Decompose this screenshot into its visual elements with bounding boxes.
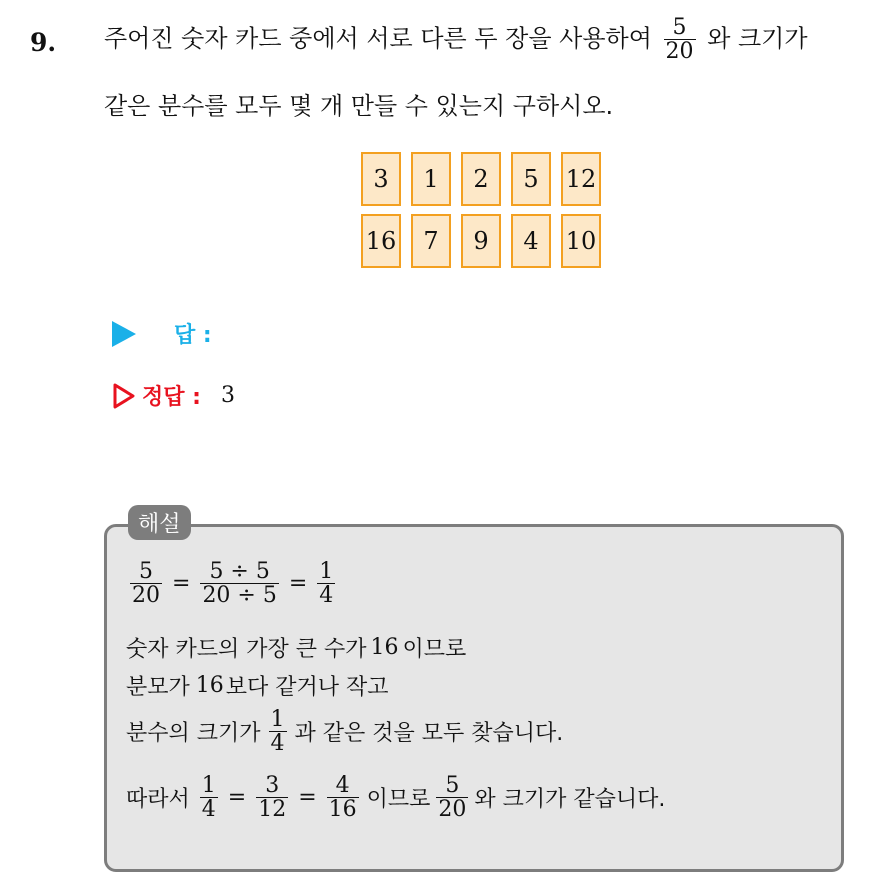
equals-sign: = [288, 571, 308, 597]
solution-text: 과 같은 것을 모두 찾습니다. [294, 721, 564, 747]
fraction-denominator: 12 [258, 797, 287, 823]
fraction-denominator: 20 [132, 583, 160, 609]
equals-sign: = [172, 571, 191, 597]
number-card: 10 [561, 214, 601, 268]
answer-label: 답 : [174, 323, 212, 348]
number-cards [361, 152, 601, 268]
fraction-numerator: 5 [139, 559, 153, 584]
correct-answer-value: 3 [220, 383, 235, 408]
fraction [200, 560, 278, 607]
solution-line-4 [126, 708, 563, 755]
fraction-denominator: 16 [328, 797, 357, 823]
solution-number: 16 [195, 673, 224, 698]
fraction-numerator: 1 [201, 773, 216, 798]
fraction [436, 774, 468, 821]
fraction-denominator: 20 [438, 797, 467, 823]
number-card: 4 [511, 214, 551, 268]
fraction [256, 774, 288, 821]
fraction-numerator: 1 [319, 559, 334, 584]
fraction-numerator: 5 ÷ 5 [209, 559, 270, 584]
solution-line-3 [126, 670, 389, 701]
number-card: 12 [561, 152, 601, 206]
question-number: 9. [30, 28, 57, 57]
solution-text: 이므로 [366, 787, 431, 813]
fraction [317, 560, 335, 607]
number-card: 16 [361, 214, 401, 268]
fraction-denominator: 20 [665, 39, 694, 65]
question-text-1b: 와 크기가 [707, 24, 808, 53]
equals-sign: = [298, 785, 317, 811]
fraction [269, 708, 287, 755]
solution-line-5 [126, 774, 665, 821]
fraction-denominator: 20 ÷ 5 [202, 583, 277, 609]
solution-text: 이므로 [402, 637, 467, 662]
fraction [327, 774, 359, 821]
fraction-denominator: 4 [319, 583, 334, 609]
question-line-2: 같은 분수를 모두 몇 개 만들 수 있는지 구하시오. [104, 92, 614, 120]
solution-line-2 [126, 632, 466, 663]
solution-text: 분수의 크기가 [126, 721, 261, 747]
number-card: 2 [461, 152, 501, 206]
correct-answer-label: 정답 : [142, 385, 201, 410]
number-card: 5 [511, 152, 551, 206]
number-card: 3 [361, 152, 401, 206]
number-card: 1 [411, 152, 451, 206]
solution-text: 분모가 [126, 675, 190, 700]
solution-text: 와 크기가 같습니다. [474, 787, 666, 813]
question-text-1: 주어진 숫자 카드 중에서 서로 다른 두 장을 사용하여 [104, 24, 652, 53]
fraction-numerator: 3 [265, 773, 280, 798]
equals-sign: = [227, 785, 247, 811]
fraction [200, 774, 218, 821]
solution-equation [126, 560, 339, 607]
fraction-numerator: 1 [270, 707, 285, 732]
question-line-1 [104, 16, 808, 63]
fraction-numerator: 4 [335, 773, 350, 798]
fraction-denominator: 4 [201, 797, 216, 823]
solution-text: 따라서 [126, 787, 190, 813]
solution-text: 보다 같거나 작고 [225, 675, 389, 700]
question-fraction [664, 16, 696, 63]
answer-row [112, 318, 212, 349]
solution-tag: 해설 [128, 505, 191, 540]
fraction-denominator: 4 [270, 731, 285, 757]
number-card: 7 [411, 214, 451, 268]
outline-triangle-icon [112, 382, 136, 410]
fraction [130, 560, 162, 607]
solution-number: 16 [370, 635, 399, 660]
solution-text: 숫자 카드의 가장 큰 수가 [126, 637, 367, 662]
correct-answer-row [112, 380, 235, 411]
number-card: 9 [461, 214, 501, 268]
fraction-numerator: 5 [672, 15, 687, 40]
play-triangle-icon [112, 321, 136, 347]
fraction-numerator: 5 [445, 773, 460, 798]
